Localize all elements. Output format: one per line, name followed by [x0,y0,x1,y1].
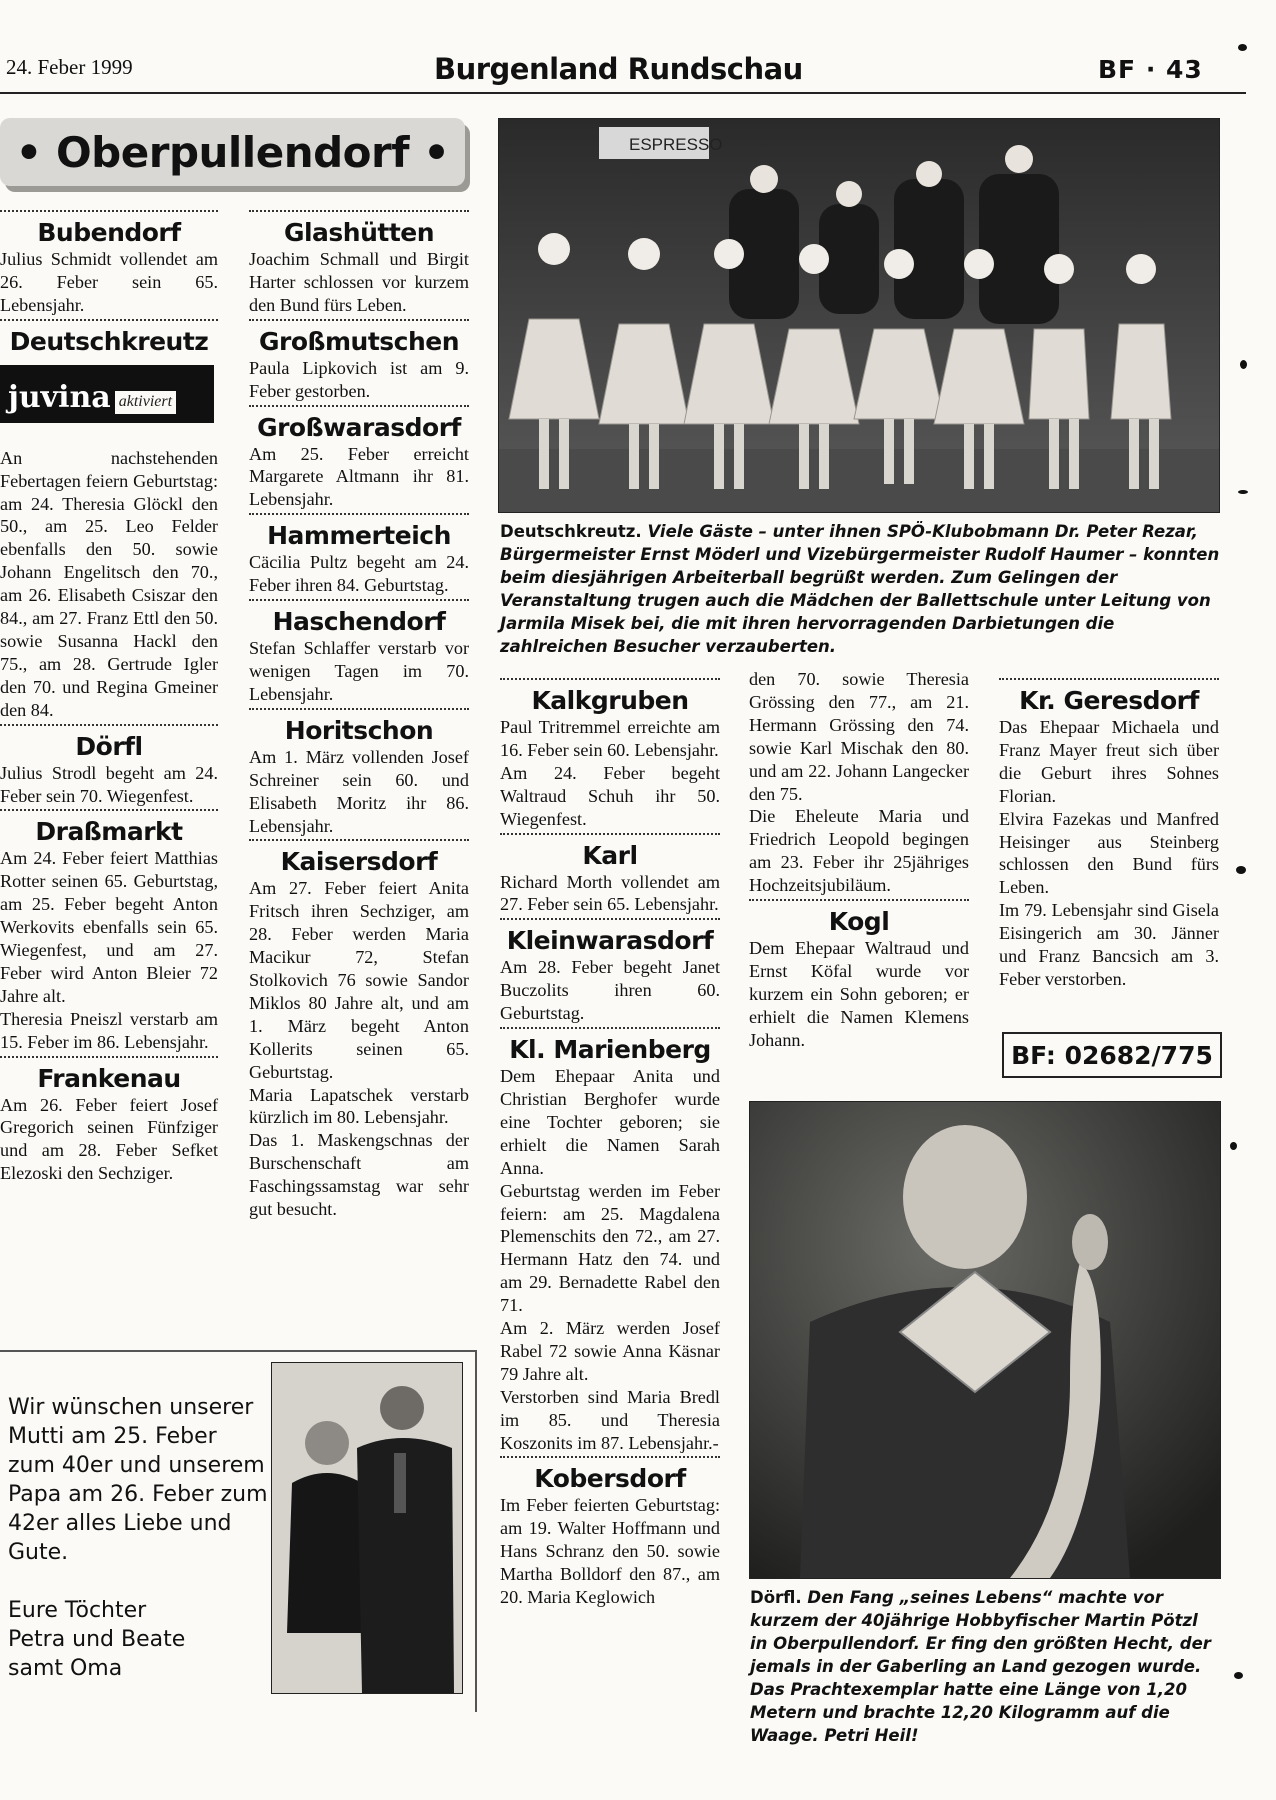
text-doerfl: Julius Strodl begeht am 24. Feber sein 70. Wiegenfest. [0,762,218,806]
text-grossmutschen: Paula Lipkovich ist am 9. Feber gestorben. [249,357,469,401]
column-5 [999,676,1219,991]
heading-grosswarasdorf: Großwarasdorf [249,405,469,443]
heading-kobersdorf: Kobersdorf [500,1456,720,1494]
heading-glashuetten: Glashütten [249,210,469,248]
ball-photo-image [499,119,1219,512]
logo-main-text: juvina [8,379,111,415]
ball-photo-caption [500,520,1220,658]
text-krgeresdorf: Das Ehepaar Michaela und Franz Mayer freut sich über die Geburt ihres Sohnes Florian. [999,717,1219,806]
heading-klmarienberg: Kl. Marienberg [500,1027,720,1065]
text-krgeresdorf-3: Im 79. Lebensjahr sind Gisela Eisingerich am 30. Jänner und Franz Bancsich am 3. Feber verstorben. [999,900,1219,989]
greeting-signature [8,1596,238,1683]
caption-text-ball: Viele Gäste – unter ihnen SPÖ-Klubobmann Dr. Peter Rezar, Bürgermeister Ernst Möderl und Vizebürgermeister Rudolf Haumer – konnten beim diesjährigen Arbeiterball begrüßt werden. Zum Gelingen der Veranstaltung trugen auch die Mädchen der Ballettschule unter Leitung von Jarmila Misek bei, die mit ihren hervorragenden Darbietungen die zahlreichen Besucher verzauberten. [500,522,1220,656]
text-kobersdorf-cont-2: Die Eheleute Maria und Friedrich Leopold begingen am 23. Feber ihr 25jähriges Hochzeitsjubiläum. [749,806,969,896]
fisherman-photo-caption [750,1586,1220,1747]
text-karl: Richard Morth vollendet am 27. Feber sein 65. Lebensjahr. [500,871,720,915]
text-haschendorf: Stefan Schlaffer verstarb vor wenigen Tagen im 70. Lebensjahr. [249,638,469,704]
phone-box: BF: 02682/775 [1002,1032,1222,1078]
ball-photo [498,118,1220,513]
scan-speck [1236,866,1246,874]
text-kaisersdorf: Am 27. Feber feiert Anita Fritsch ihren Sechziger, am 28. Feber werden Maria Macikur 72, Stefan Stolkovich 76 sowie Sandor Miklos 80 Jahre alt, und am 1. März begeht Anton Kollerits seinen 65. Geburtstag. [249,878,469,1082]
text-kogl: Dem Ehepaar Waltraud und Ernst Köfal wurde vor kurzem ein Sohn geboren; er erhielt die Namen Klemens Johann. [749,938,969,1050]
scan-speck [1230,1142,1237,1150]
scan-speck [1238,44,1247,51]
column-4 [749,668,969,1052]
heading-kogl: Kogl [749,899,969,937]
greeting-sign-line-1: Eure Töchter [8,1598,147,1623]
scan-speck [1240,360,1247,369]
heading-frankenau: Frankenau [0,1056,218,1094]
scan-speck [1238,490,1248,494]
greeting-sign-line-3: samt Oma [8,1656,123,1681]
espresso-sign-text: ESPRESSO [629,135,723,154]
text-kalkgruben-2: Am 24. Feber begeht Waltraud Schuh ihr 50. Wiegenfest. [500,762,720,829]
heading-horitschon: Horitschon [249,708,469,746]
fisherman-photo [749,1101,1221,1579]
text-klmarienberg: Dem Ehepaar Anita und Christian Berghofer wurde eine Tochter geboren; sie erhielt die Namen Sarah Anna. [500,1066,720,1178]
text-kobersdorf-cont: den 70. sowie Theresia Grössing den 77., am 21. Hermann Grössing den 74. sowie Karl Mischak den 80. und am 22. Johann Langecker den 75. [749,669,969,804]
text-klmarienberg-4: Verstorben sind Maria Bredl im 85. und Theresia Koszonits im 87. Lebensjahr.- [500,1386,720,1453]
header-rule [0,92,1246,94]
text-kalkgruben: Paul Tritremmel erreichte am 16. Feber sein 60. Lebensjahr. [500,717,720,760]
caption-place-deutschkreutz: Deutschkreutz. [500,522,642,541]
juvina-logo [0,365,214,423]
heading-drassmarkt: Draßmarkt [0,809,218,847]
text-klmarienberg-3: Am 2. März werden Josef Rabel 72 sowie Anna Käsnar 79 Jahre alt. [500,1318,720,1384]
text-kleinwarasdorf: Am 28. Feber begeht Janet Buczolits ihren 60. Geburtstag. [500,957,720,1024]
heading-grossmutschen: Großmutschen [249,319,469,357]
text-kaisersdorf-2: Maria Lapatschek verstarb kürzlich im 80. Lebensjahr. [249,1084,469,1128]
couple-photo-image [272,1363,462,1693]
text-klmarienberg-2: Geburtstag werden im Feber feiern: am 25. Magdalena Plemenschits den 72., am 27. Hermann Hatz den 74. und am 29. Bernadette Rabel den 71. [500,1180,720,1316]
text-hammerteich: Cäcilia Pultz begeht am 24. Feber ihren 84. Geburtstag. [249,552,469,596]
text-horitschon: Am 1. März vollenden Josef Schreiner sein 60. und Elisabeth Moritz ihr 86. Lebensjahr. [249,746,469,836]
heading-hammerteich: Hammerteich [249,513,469,551]
greeting-text: Wir wünschen unserer Mutti am 25. Feber zum 40er und unserem Papa am 26. Feber zum 42er alles Liebe und Gute. [8,1395,268,1565]
column-2 [249,208,469,1221]
text-kaisersdorf-3: Das 1. Maskengschnas der Burschenschaft am Faschingssamstag war sehr gut besucht. [249,1130,469,1220]
heading-doerfl: Dörfl [0,724,218,762]
heading-krgeresdorf: Kr. Geresdorf [999,678,1219,716]
text-kobersdorf: Im Feber feierten Geburtstag: am 19. Walter Hoffmann und Hans Schranz den 50. sowie Martha Bolldorf den 87., am 20. Maria Keglowich [500,1495,720,1608]
heading-karl: Karl [500,833,720,871]
heading-kaisersdorf: Kaisersdorf [249,839,469,877]
text-krgeresdorf-2: Elvira Fazekas und Manfred Heisinger aus Steinberg schlossen den Bund fürs Leben. [999,808,1219,898]
heading-haschendorf: Haschendorf [249,599,469,637]
heading-bubendorf: Bubendorf [0,210,218,248]
text-deutschkreutz: An nachstehenden Febertagen feiern Geburtstag: am 24. Theresia Glöckl den 50., am 25. Leo Felder ebenfalls den 50. sowie Johann Engelitsch den 70., am 26. Elisabeth Csiszar den 84., am 27. Franz Ettl den 50. sowie Susanna Hackl den 75., am 28. Gertrude Igler den 70. und Regina Gmeiner den 84. [0,447,218,720]
text-glashuetten: Joachim Schmall und Birgit Harter schlossen vor kurzem den Bund fürs Leben. [249,249,469,315]
fisherman-photo-image [750,1102,1220,1578]
couple-photo [271,1362,463,1694]
section-banner [0,118,465,186]
caption-place-doerfl: Dörfl. [750,1588,802,1607]
logo-sub-text: aktiviert [115,391,176,414]
newspaper-name: Burgenland Rundschau [434,52,803,86]
heading-kalkgruben: Kalkgruben [500,678,720,716]
text-drassmarkt: Am 24. Feber feiert Matthias Rotter seinen 65. Geburtstag, am 25. Feber begeht Anton Werkovits ebenfalls sein 65. Wiegenfest, und am 27. Feber wird Anton Bleier 72 Jahre alt. [0,848,218,1006]
issue-date: 24. Feber 1999 [6,55,133,79]
text-grosswarasdorf: Am 25. Feber erreicht Margarete Altmann ihr 81. Lebensjahr. [249,443,469,510]
text-frankenau: Am 26. Feber feiert Josef Gregorich seinen Fünfziger und am 28. Feber Sefket Elezoski den Sechziger. [0,1094,218,1184]
column-3 [500,676,720,1609]
column-1 [0,208,218,1185]
text-drassmarkt-2: Theresia Pneiszl verstarb am 15. Feber im 86. Lebensjahr. [0,1008,218,1052]
scan-speck [1234,1672,1243,1679]
greeting-sign-line-2: Petra und Beate [8,1627,186,1652]
heading-deutschkreutz: Deutschkreutz [0,319,218,357]
heading-kleinwarasdorf: Kleinwarasdorf [500,918,720,956]
text-bubendorf: Julius Schmidt vollendet am 26. Feber sein 65. Lebensjahr. [0,249,218,315]
caption-text-fisherman: Den Fang „seines Lebens“ machte vor kurzem der 40jährige Hobbyfischer Martin Pötzl in Oberpullendorf. Er fing den größten Hecht, der jemals in der Gaberling an Land gezogen wurde. Das Prachtexemplar hatte eine Länge von 1,20 Metern und brachte 12,20 Kilogramm auf die Waage. Petri Heil! [750,1588,1211,1745]
page-number: BF · 43 [1098,55,1203,84]
section-title: • Oberpullendorf • [15,127,450,177]
